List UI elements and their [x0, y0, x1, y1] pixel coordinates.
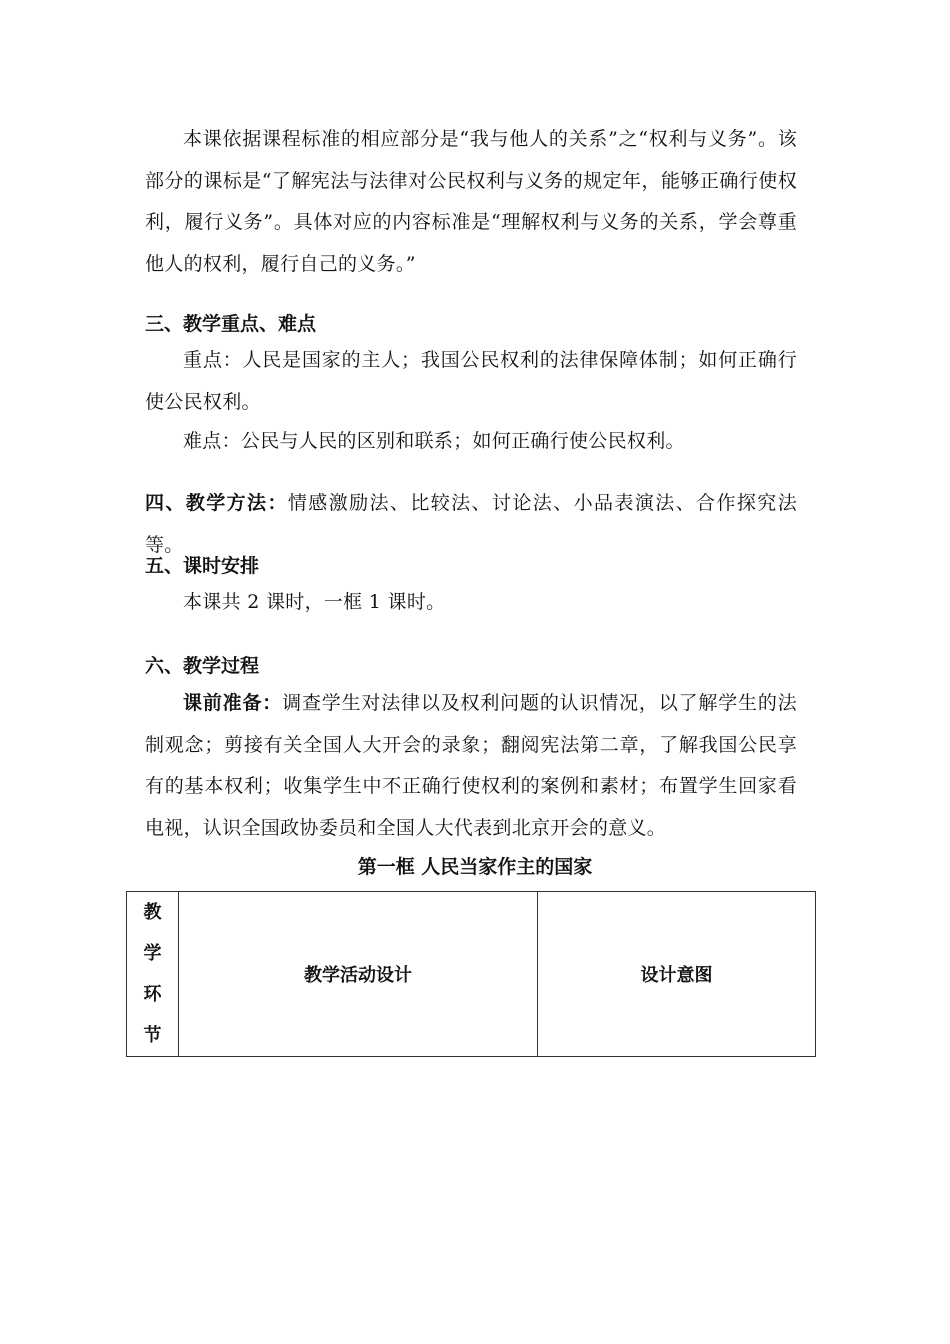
- header-char: 环: [143, 984, 162, 1005]
- key-points-paragraph: 重点：人民是国家的主人；我国公民权利的法律保障体制；如何正确行使公民权利。: [145, 349, 797, 413]
- header-teaching-stage: [127, 892, 179, 1057]
- header-char: 节: [143, 1025, 162, 1046]
- prep-text: 调查学生对法律以及权利问题的认识情况，以了解学生的法制观念；剪接有关全国人大开会的录象；翻阅宪法第二章，了解我国公民享有的基本权利；收集学生中不正确行使权利的案例和素材；布置学生回家看电视，认识全国政协委员和全国人大代表到北京开会的意义。: [145, 692, 797, 839]
- prep-paragraph: [145, 683, 797, 849]
- section-3-heading: 三、教学重点、难点: [145, 313, 317, 335]
- header-design-intent: 设计意图: [538, 892, 816, 1057]
- section-5-text: 本课共 2 课时，一框 1 课时。: [183, 591, 446, 613]
- table-caption: 第一框 人民当家作主的国家: [357, 856, 593, 878]
- header-char: 学: [143, 943, 162, 964]
- difficult-points-paragraph: 难点：公民与人民的区别和联系；如何正确行使公民权利。: [183, 430, 685, 452]
- section-6-heading: 六、教学过程: [145, 655, 260, 677]
- prep-label: 课前准备：: [183, 692, 283, 714]
- section-4-heading: 四、教学方法：: [145, 492, 288, 514]
- section-5-heading: 五、课时安排: [145, 555, 260, 577]
- section-4-text: 情感激励法、比较法、讨论法、小品表演法、合作探究法等。: [145, 492, 797, 556]
- header-activity-design: 教学活动设计: [179, 892, 538, 1057]
- header-char: 教: [143, 902, 162, 923]
- table-header-row: [127, 892, 816, 1057]
- standards-paragraph: 本课依据课程标准的相应部分是“我与他人的关系”之“权利与义务”。该部分的课标是“了解宪法与法律对公民权利与义务的规定年，能够正确行使权利，履行义务”。具体对应的内容标准是“理解权利与义务的关系，学会尊重他人的权利，履行自己的义务。”: [145, 128, 797, 275]
- lesson-table: [126, 891, 816, 1057]
